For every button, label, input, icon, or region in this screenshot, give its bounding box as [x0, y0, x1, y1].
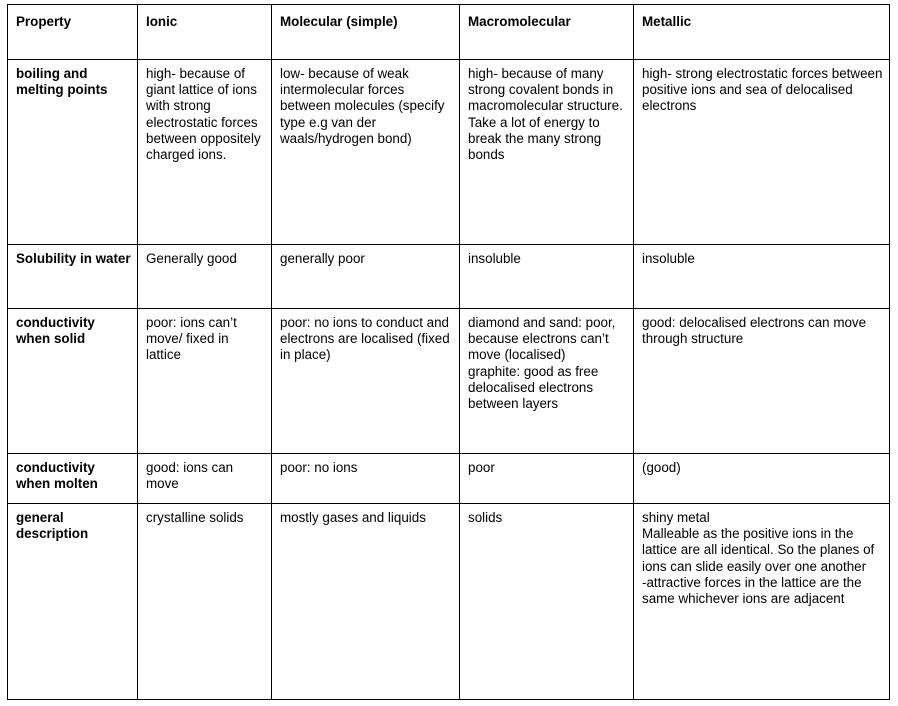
cell-ionic: good: ions can move — [138, 454, 272, 504]
row-label: boiling and melting points — [8, 60, 138, 245]
table-row-boiling-melting — [8, 60, 890, 245]
row-label: conductivity when molten — [8, 454, 138, 504]
row-label: Solubility in water — [8, 245, 138, 309]
table-row-conductivity-molten — [8, 454, 890, 504]
header-macromolecular: Macromolecular — [460, 5, 634, 60]
row-label: conductivity when solid — [8, 309, 138, 454]
cell-molecular: mostly gases and liquids — [272, 504, 460, 700]
cell-metallic: insoluble — [634, 245, 890, 309]
cell-metallic: high- strong electrostatic forces between positive ions and sea of delocalised electrons — [634, 60, 890, 245]
cell-ionic: crystalline solids — [138, 504, 272, 700]
cell-molecular: low- because of weak intermolecular forces between molecules (specify type e.g van der waals/hydrogen bond) — [272, 60, 460, 245]
table-row-solubility — [8, 245, 890, 309]
header-property: Property — [8, 5, 138, 60]
header-molecular: Molecular (simple) — [272, 5, 460, 60]
cell-macromolecular: diamond and sand: poor, because electrons can’t move (localised) graphite: good as free delocalised electrons between layers — [460, 309, 634, 454]
cell-macromolecular: poor — [460, 454, 634, 504]
row-label: general description — [8, 504, 138, 700]
cell-molecular: generally poor — [272, 245, 460, 309]
table-row-conductivity-solid — [8, 309, 890, 454]
cell-ionic: Generally good — [138, 245, 272, 309]
cell-macromolecular: insoluble — [460, 245, 634, 309]
cell-metallic: shiny metal Malleable as the positive ions in the lattice are all identical. So the planes of ions can slide easily over one another -attractive forces in the lattice are the same whichever ions are adjacent — [634, 504, 890, 700]
cell-metallic: good: delocalised electrons can move through structure — [634, 309, 890, 454]
table-header-row — [8, 5, 890, 60]
header-ionic: Ionic — [138, 5, 272, 60]
cell-ionic: high- because of giant lattice of ions with strong electrostatic forces between oppositely charged ions. — [138, 60, 272, 245]
cell-molecular: poor: no ions — [272, 454, 460, 504]
cell-molecular: poor: no ions to conduct and electrons are localised (fixed in place) — [272, 309, 460, 454]
cell-macromolecular: solids — [460, 504, 634, 700]
cell-ionic: poor: ions can’t move/ fixed in lattice — [138, 309, 272, 454]
cell-macromolecular: high- because of many strong covalent bonds in macromolecular structure. Take a lot of energy to break the many strong bonds — [460, 60, 634, 245]
bonding-properties-table — [7, 4, 890, 700]
header-metallic: Metallic — [634, 5, 890, 60]
table-row-general-description — [8, 504, 890, 700]
cell-metallic: (good) — [634, 454, 890, 504]
